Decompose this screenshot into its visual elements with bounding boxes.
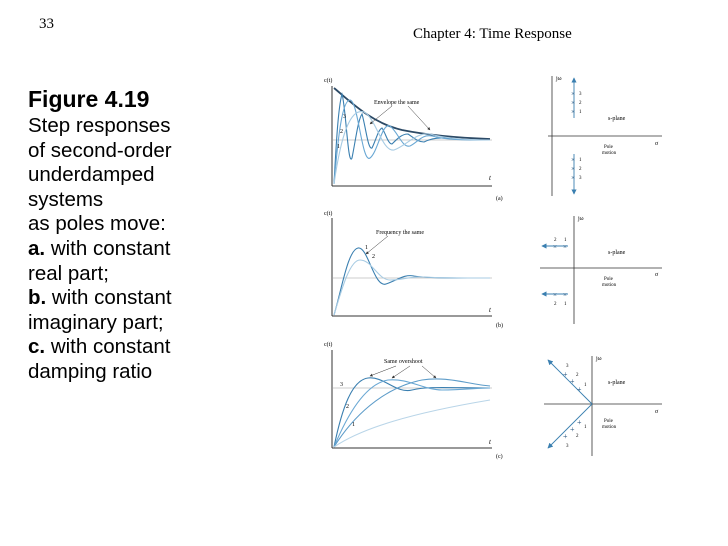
pole-motion-label: motion	[602, 151, 617, 156]
caption-line: as poles move:	[28, 212, 166, 236]
pole-marker: +	[577, 418, 582, 427]
caption-line: systems	[28, 187, 104, 211]
curve-number: 2	[346, 404, 349, 410]
sigma-label: σ	[655, 141, 659, 147]
curve-number: 2	[340, 129, 343, 135]
splane-label: s-plane	[608, 250, 626, 256]
s-plane-a	[548, 76, 662, 196]
s-plane-b	[540, 216, 662, 324]
s-plane-c	[544, 356, 662, 456]
annotation: Frequency the same	[376, 230, 424, 236]
caption-item-c: c. with constant	[28, 335, 171, 359]
pole-number: 3	[566, 364, 569, 369]
figure-title: Figure 4.19	[28, 86, 150, 112]
pole-number: 1	[564, 302, 567, 307]
splane-label: s-plane	[608, 116, 626, 122]
pole-motion-label: Pole	[604, 419, 613, 424]
pole-marker: +	[563, 370, 568, 379]
pole-marker: +	[570, 377, 575, 386]
panel-tag: (b)	[496, 323, 503, 329]
pole-number: 2	[554, 302, 557, 307]
pole-motion-label: motion	[602, 425, 617, 430]
curve-number: 3	[340, 382, 343, 388]
slide-number: 33	[39, 16, 54, 32]
pole-number: 3	[579, 92, 582, 97]
pole-number: 1	[579, 110, 582, 115]
annotation: Same overshoot	[384, 359, 423, 365]
y-axis-label: c(t)	[324, 211, 333, 217]
pole-marker: ×	[553, 291, 557, 299]
pole-motion-label: Pole	[604, 277, 613, 282]
pole-number: 2	[579, 101, 582, 106]
curve-number: 1	[337, 144, 340, 150]
pole-number: 1	[564, 238, 567, 243]
pole-number: 1	[579, 158, 582, 163]
pole-number: 2	[579, 167, 582, 172]
sigma-label: σ	[655, 272, 659, 278]
caption-item-b: b. with constant	[28, 286, 172, 310]
x-axis-label: t	[489, 438, 491, 446]
sigma-label: σ	[655, 409, 659, 415]
pole-number: 3	[579, 176, 582, 181]
figure-caption	[28, 84, 243, 385]
step-response-figure	[312, 68, 672, 466]
curve-number: 2	[372, 254, 375, 260]
pole-marker: ×	[571, 156, 575, 164]
pole-marker: +	[570, 425, 575, 434]
panel-b	[324, 210, 662, 329]
annotation: Envelope the same	[374, 100, 420, 106]
pole-number: 1	[584, 425, 587, 430]
pole-number: 2	[576, 434, 579, 439]
caption-item-a-cont: real part;	[28, 261, 109, 285]
pole-marker: ×	[571, 174, 575, 182]
chapter-header: Chapter 4: Time Response	[413, 26, 572, 42]
pole-marker: ×	[571, 108, 575, 116]
pole-marker: +	[563, 432, 568, 441]
curve-number: 1	[365, 245, 368, 251]
x-axis-label: t	[489, 306, 491, 314]
jw-label: jω	[596, 356, 602, 362]
pole-number: 1	[584, 383, 587, 388]
pole-number: 2	[576, 373, 579, 378]
caption-item-b-cont: imaginary part;	[28, 310, 164, 334]
y-axis-label: c(t)	[324, 78, 333, 84]
splane-label: s-plane	[608, 380, 626, 386]
caption-line: underdamped	[28, 163, 155, 187]
pole-marker: ×	[571, 99, 575, 107]
caption-line: of second-order	[28, 138, 172, 162]
pole-marker: +	[577, 385, 582, 394]
panel-tag: (c)	[496, 454, 503, 460]
pole-number: 2	[554, 238, 557, 243]
pole-motion-label: Pole	[604, 145, 613, 150]
pole-marker: ×	[571, 165, 575, 173]
caption-item-a: a. with constant	[28, 236, 171, 260]
x-axis-label: t	[489, 174, 491, 182]
jw-label: jω	[578, 216, 584, 222]
y-axis-label: c(t)	[324, 342, 333, 348]
jw-label: jω	[556, 76, 562, 82]
pole-marker: ×	[563, 291, 567, 299]
pole-number: 3	[566, 444, 569, 449]
pole-motion-label: motion	[602, 283, 617, 288]
caption-item-c-cont: damping ratio	[28, 359, 153, 383]
curve-number: 3	[343, 114, 346, 120]
pole-marker: ×	[553, 243, 557, 251]
panel-a	[324, 76, 662, 202]
caption-line: Step responses	[28, 114, 171, 137]
pole-marker: ×	[563, 243, 567, 251]
pole-marker: ×	[571, 90, 575, 98]
panel-c	[324, 341, 662, 460]
curve-number: 1	[352, 422, 355, 428]
panel-tag: (a)	[496, 196, 503, 202]
